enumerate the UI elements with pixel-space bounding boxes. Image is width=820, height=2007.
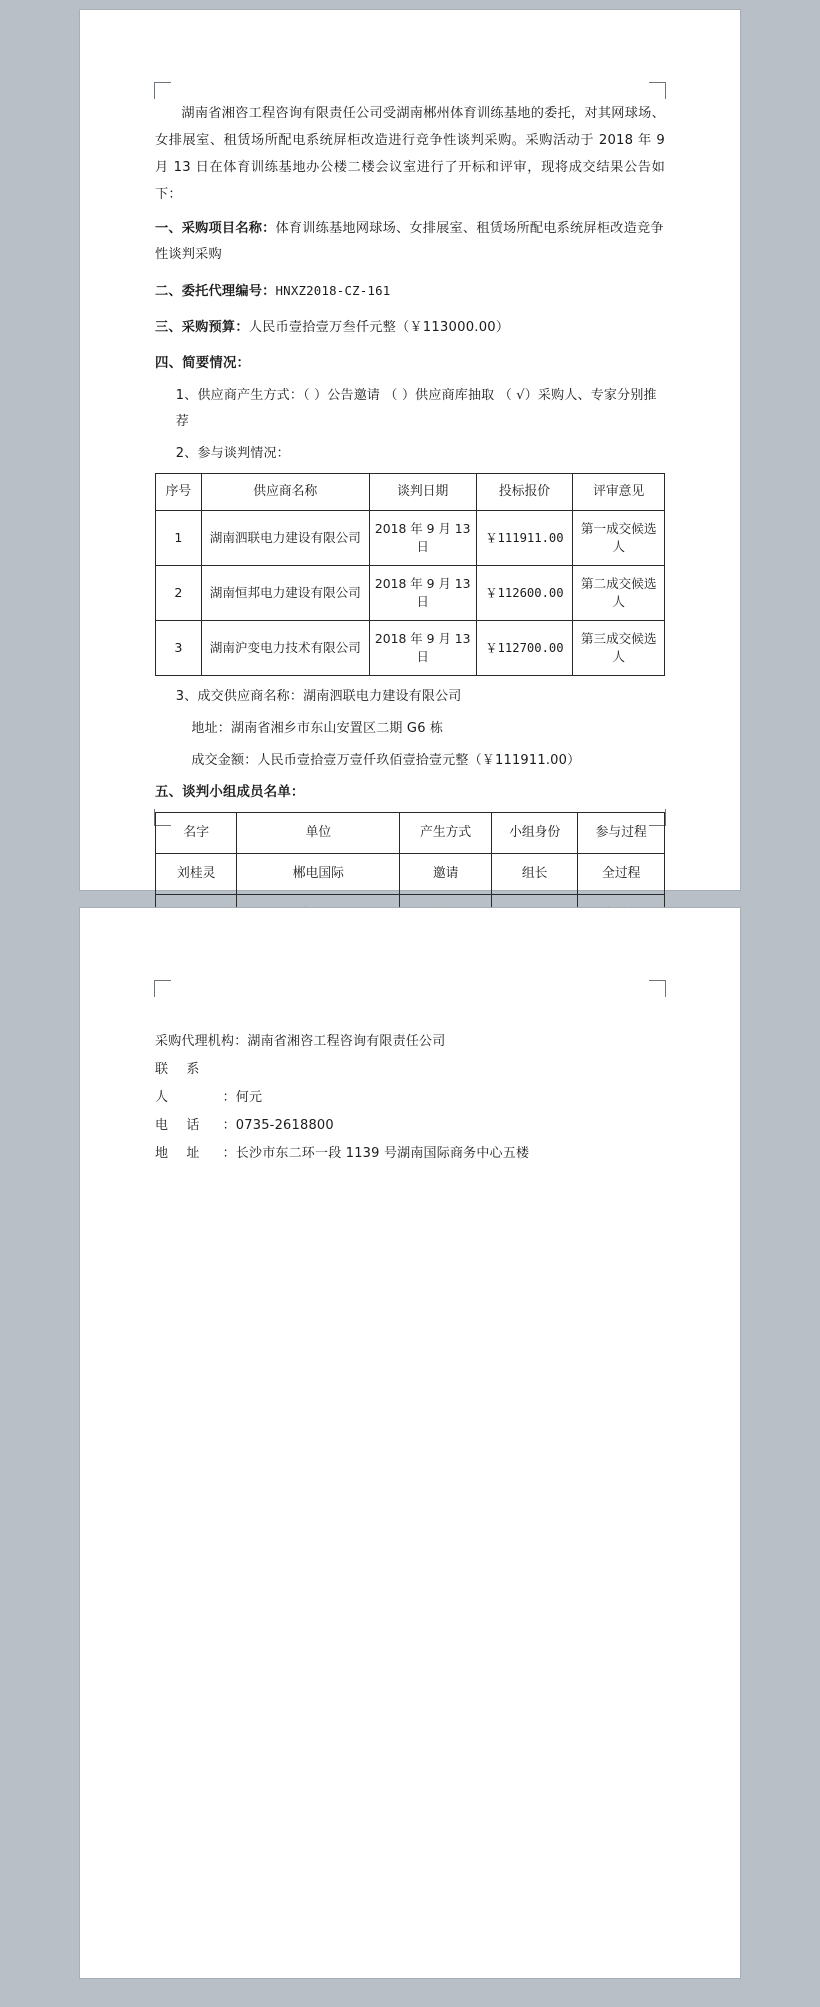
winner-address-label: 地址： (191, 721, 231, 736)
section-5-title: 五、谈判小组成员名单： (155, 785, 305, 800)
bid-cell-index: 1 (156, 511, 202, 566)
agency-contact-line: 联 系 人 ：何元 (155, 1056, 665, 1112)
section-4-item-3 (176, 684, 665, 710)
bid-cell-supplier: 湖南恒邦电力建设有限公司 (201, 566, 369, 621)
bid-cell-index: 3 (156, 621, 202, 676)
section-1 (155, 216, 665, 268)
section-2 (155, 278, 665, 305)
table-row (156, 854, 665, 895)
crop-mark-top-right (649, 980, 666, 997)
section-1-body: 体育训练基地网球场、女排展室、租赁场所配电系统屏柜改造竞争性谈判采购 (155, 221, 664, 262)
bid-cell-opinion: 第三成交候选人 (573, 621, 665, 676)
bid-cell-supplier: 湖南沪变电力技术有限公司 (201, 621, 369, 676)
winner-amount-label: 成交金额： (191, 753, 258, 768)
winner-address-line (191, 716, 665, 742)
agency-address-value: 长沙市东二环一段 1139 号湖南国际商务中心五楼 (235, 1146, 530, 1161)
member-cell-unit: 郴电国际 (237, 854, 400, 895)
document-page-1 (80, 10, 740, 890)
agency-name-line: 采购代理机构：湖南省湘咨工程咨询有限责任公司 (155, 1028, 665, 1056)
section-4-item-1: 1、供应商产生方式：（ ）公告邀请 （ ）供应商库抽取 （ √）采购人、专家分别推荐 (175, 388, 657, 429)
section-1-title: 一、采购项目名称： (155, 221, 276, 236)
member-cell-source: 邀请 (400, 854, 492, 895)
section-4-item-2: 2、参与谈判情况： (175, 446, 290, 461)
section-2-body: HNXZ2018-CZ-161 (275, 283, 391, 298)
bid-cell-date: 2018 年 9 月 13 日 (369, 511, 476, 566)
section-4-title: 四、简要情况： (155, 356, 251, 371)
crop-mark-top-left (154, 82, 171, 99)
bid-cell-date: 2018 年 9 月 13 日 (369, 566, 476, 621)
bid-col-index: 序号 (156, 474, 202, 511)
bid-table-header-row (156, 474, 665, 511)
agency-contact-value: 何元 (235, 1090, 263, 1105)
winner-amount-line (191, 748, 665, 774)
agency-phone-line: 电 话 ：0735-2618800 (155, 1112, 665, 1140)
bid-cell-index: 2 (156, 566, 202, 621)
agency-phone-value: 0735-2618800 (235, 1118, 334, 1133)
bid-col-supplier: 供应商名称 (201, 474, 369, 511)
members-table-header-row (156, 813, 665, 854)
agency-phone-label: 电 话 (155, 1118, 207, 1133)
bid-cell-price: ￥111911.00 (476, 511, 573, 566)
bid-cell-opinion: 第一成交候选人 (573, 511, 665, 566)
page-2-content (155, 1028, 665, 1168)
crop-mark-top-left (154, 980, 171, 997)
document-page-2 (80, 908, 740, 1978)
agency-name-value: 湖南省湘咨工程咨询有限责任公司 (247, 1034, 446, 1049)
member-col-participation: 参与过程 (578, 813, 665, 854)
section-3 (155, 315, 665, 341)
bid-col-opinion: 评审意见 (573, 474, 665, 511)
table-row (156, 566, 665, 621)
crop-mark-top-right (649, 82, 666, 99)
winner-address-value: 湖南省湘乡市东山安置区二期 G6 栋 (231, 721, 444, 736)
agency-address-line: 地 址 ：长沙市东二环一段 1139 号湖南国际商务中心五楼 (155, 1140, 665, 1168)
member-col-source: 产生方式 (400, 813, 492, 854)
bid-cell-opinion: 第二成交候选人 (573, 566, 665, 621)
intro-paragraph: 湖南省湘咨工程咨询有限责任公司受湖南郴州体育训练基地的委托，对其网球场、女排展室、租赁场所配电系统屏柜改造进行竞争性谈判采购。采购活动于 2018 年 9 月 13 日在体育训练基地办公楼二楼会议室进行了开标和评审，现将成交结果公告如下： (155, 106, 665, 202)
member-cell-name: 刘桂灵 (156, 854, 237, 895)
member-col-unit: 单位 (237, 813, 400, 854)
member-col-role: 小组身份 (491, 813, 578, 854)
bid-cell-supplier: 湖南泗联电力建设有限公司 (201, 511, 369, 566)
bid-results-table (155, 473, 665, 676)
member-col-name: 名字 (156, 813, 237, 854)
agency-contact-label: 联 系 人 (155, 1062, 207, 1105)
bid-cell-price: ￥112600.00 (476, 566, 573, 621)
section-3-title: 三、采购预算： (155, 320, 249, 335)
table-row (156, 511, 665, 566)
bid-cell-price: ￥112700.00 (476, 621, 573, 676)
bid-col-date: 谈判日期 (369, 474, 476, 511)
winner-value: 湖南泗联电力建设有限公司 (303, 689, 462, 704)
winner-label: 3、成交供应商名称： (175, 689, 304, 704)
bid-cell-date: 2018 年 9 月 13 日 (369, 621, 476, 676)
bid-col-price: 投标报价 (476, 474, 573, 511)
member-cell-role: 组长 (491, 854, 578, 895)
table-row (156, 621, 665, 676)
section-3-body: 人民币壹拾壹万叁仟元整（￥113000.00） (248, 320, 510, 335)
winner-amount-value: 人民币壹拾壹万壹仟玖佰壹拾壹元整（￥111911.00） (257, 753, 581, 768)
agency-address-label: 地 址 (155, 1146, 207, 1161)
member-cell-participation: 全过程 (578, 854, 665, 895)
section-2-title: 二、委托代理编号： (155, 284, 276, 299)
agency-name-label: 采购代理机构 (155, 1034, 235, 1049)
